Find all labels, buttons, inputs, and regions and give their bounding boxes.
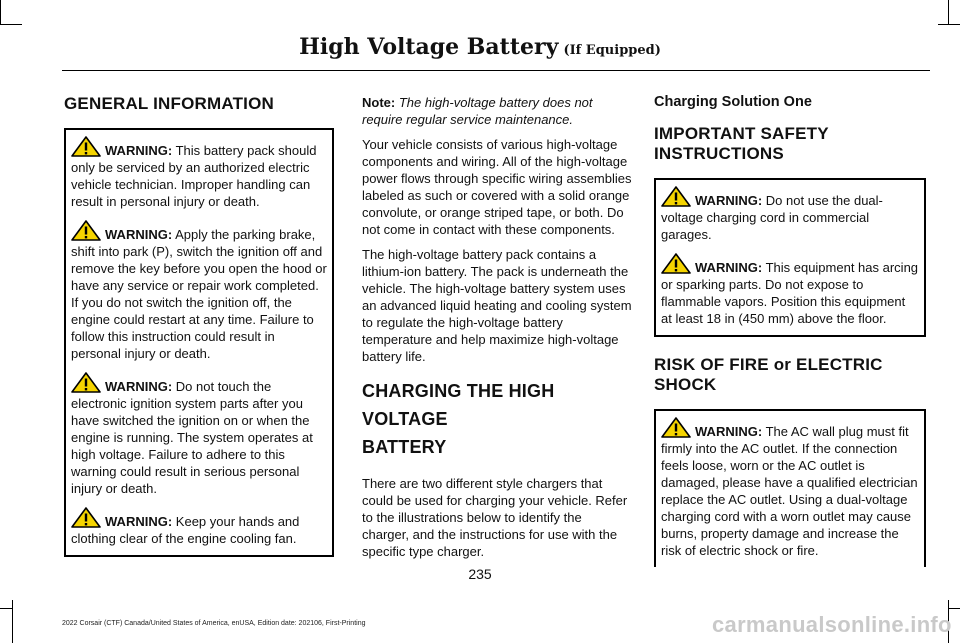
warning-label: WARNING: [105, 514, 173, 529]
warning-triangle-icon [71, 220, 101, 241]
warning-label: WARNING: [105, 143, 173, 158]
warning-item [71, 372, 327, 497]
warning-item [661, 186, 919, 243]
paragraph: Your vehicle consists of various high-voltage components and wiring. All of the high-voltage power flows through specific wiring assemblies labeled as such or covered with a solid orange convolute, or orange striped tape, or both. Do not come in contact with these components. [362, 137, 632, 237]
warning-box-safety [654, 178, 926, 337]
warning-triangle-icon [71, 136, 101, 157]
watermark: carmanualsonline.info [712, 612, 952, 637]
warning-label: WARNING: [105, 379, 173, 394]
warning-box-fire [654, 409, 926, 567]
warning-label: WARNING: [695, 260, 763, 275]
column-middle [362, 94, 632, 568]
warning-item [71, 220, 327, 362]
note [362, 94, 632, 128]
warning-item [71, 507, 327, 547]
heading-line: CHARGING THE HIGH VOLTAGE [362, 381, 555, 429]
note-text: The high-voltage battery does not require regular service maintenance. [362, 95, 593, 127]
warning-text: Keep your hands and clothing clear of the engine cooling fan. [71, 514, 300, 546]
warning-triangle-icon [661, 417, 691, 438]
crop-mark [948, 0, 949, 25]
warning-label: WARNING: [695, 193, 763, 208]
warning-text: This equipment has arcing or sparking parts. Do not expose to flammable vapors. Position this equipment at least 18 in (450 mm) above the floor. [661, 260, 919, 326]
crop-mark [12, 600, 13, 643]
note-label: Note: [362, 95, 396, 110]
section-heading-charging [362, 377, 632, 461]
paragraph: The high-voltage battery pack contains a lithium-ion battery. The pack is underneath the vehicle. The high-voltage battery system uses an advanced liquid heating and cooling system to regulate the high-voltage battery temperature and help maximize high-voltage battery life. [362, 247, 632, 364]
warning-label: WARNING: [105, 227, 173, 242]
header-title: High Voltage Battery [299, 34, 559, 60]
warning-triangle-icon [661, 186, 691, 207]
paragraph: There are two different style chargers that could be used for charging your vehicle. Refer to the illustrations below to identify the charger, and the instructions for use with the specific type charger. [362, 476, 628, 559]
section-heading-general-information: GENERAL INFORMATION [64, 94, 274, 113]
footer-edition-info: 2022 Corsair (CTF) Canada/United States of America, enUSA, Edition date: 202106, First-Printing [62, 620, 366, 627]
warning-triangle-icon [71, 372, 101, 393]
header-rule [62, 70, 930, 71]
warning-label: WARNING: [695, 424, 763, 439]
column-right [654, 94, 926, 579]
crop-mark [938, 24, 960, 25]
heading-line: BATTERY [362, 437, 447, 457]
section-heading-risk-of-fire: RISK OF FIRE or ELECTRIC SHOCK [654, 355, 883, 394]
warning-item [661, 417, 919, 559]
warning-triangle-icon [71, 507, 101, 528]
warning-triangle-icon [661, 253, 691, 274]
page-number: 235 [468, 566, 492, 582]
column-left [64, 94, 334, 569]
warning-box-general [64, 128, 334, 557]
crop-mark [0, 0, 1, 25]
subheading-charging-solution-one: Charging Solution One [654, 94, 812, 110]
page-header [0, 34, 960, 60]
header-subtitle: (If Equipped) [563, 43, 661, 58]
warning-text: Apply the parking brake, shift into park (P), switch the ignition off and remove the key before you open the hood or have any service or repair work completed. If you do not switch the ignition off, the engine could restart at any time. Failure to follow this instruction could result in personal injury or death. [71, 227, 327, 361]
warning-text: Do not use the dual-voltage charging cord in commercial garages. [661, 193, 883, 242]
warning-text: Do not touch the electronic ignition system parts after you have switched the ignition on or when the engine is running. The system operates at high voltage. Failure to adhere to this warning could result in serious personal injury or death. [71, 379, 313, 496]
warning-text: This battery pack should only be serviced by an authorized electric vehicle technician. Improper handling can result in personal injury or death. [71, 143, 317, 209]
warning-text: The AC wall plug must fit firmly into the AC outlet. If the connection feels loose, worn or the AC outlet is damaged, please have a qualified electrician replace the AC outlet. Using a dual-voltage charging cord with a worn outlet may cause burns, property damage and increase the risk of electric shock or fire. [661, 424, 918, 558]
section-heading-safety-instructions: IMPORTANT SAFETY INSTRUCTIONS [654, 124, 829, 163]
crop-mark [0, 608, 13, 609]
warning-item [661, 253, 919, 327]
warning-item [71, 136, 327, 210]
crop-mark [0, 24, 22, 25]
crop-mark [948, 608, 960, 609]
